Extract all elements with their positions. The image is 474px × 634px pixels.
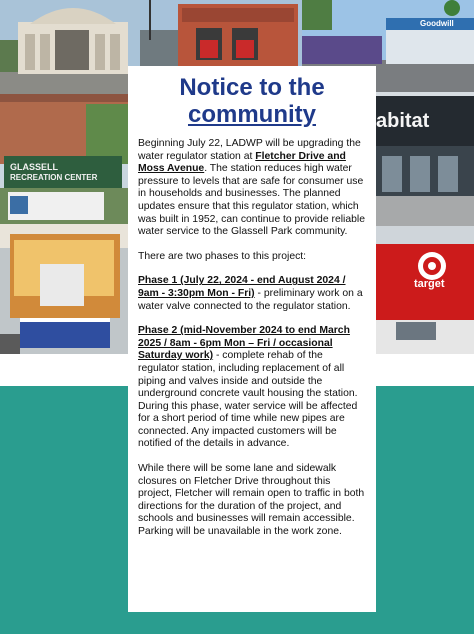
closing-paragraph: While there will be some lane and sidewalk closures on Fletcher Drive throughout this project, Fletcher will remain open to traffic in both directions for the duration of the project, and schools and businesses will remain accessible. Parking will be unavailable in the work zone.: [138, 463, 365, 538]
notice-title: [138, 74, 366, 128]
target-sign-text: target: [414, 278, 445, 290]
intro-paragraph: [138, 138, 366, 239]
photo-target-store: [376, 226, 474, 354]
goodwill-sign-text: Goodwill: [420, 19, 454, 28]
phase2-text: - complete rehab of the regulator station, including replacement of all piping and valves inside and outside the underground concrete vault housing the station. During this phase, water service will be affected for a short period of time while new pipes are connected. Any impacted customers will be notified of the details in advance.: [138, 350, 358, 450]
phases-intro: There are two phases to this project:: [138, 250, 307, 262]
title-line-1: Notice to the: [179, 74, 325, 101]
photo-historic-building: [0, 0, 140, 94]
photo-fire-station: [140, 0, 302, 66]
photo-recreation-center: [0, 94, 128, 224]
recreation-sign-line2: RECREATION CENTER: [10, 173, 98, 182]
notice-card: [128, 66, 376, 612]
intro-text-1: Beginning July 22, LADWP will be upgrading the water regulator station at: [138, 138, 361, 162]
phase1-text: - preliminary work on a water valve connected to the regulator station.: [138, 287, 363, 312]
intro-location: Fletcher Drive and Moss Avenue: [138, 150, 346, 175]
photo-food-stand: [0, 224, 128, 354]
phase2-paragraph: [138, 325, 366, 451]
intro-text-2: . The station reduces high water pressure to levels that are safe for consumer use in households and businesses. The planned updates ensure that this regulator station, which was built in 1952, can continue to provide reliable water service to the Glassell Park community.: [138, 163, 366, 238]
phase1-paragraph: [138, 275, 366, 313]
photo-habitat-store: [376, 92, 474, 226]
recreation-sign-line1: GLASSELL: [10, 162, 59, 172]
phase2-heading: Phase 2 (mid-November 2024 to end March 2025 / 8am - 6pm Mon – Fri / occasional Saturday work): [138, 325, 350, 362]
title-line-2: community: [187, 101, 316, 128]
phase1-heading: Phase 1 (July 22, 2024 - end August 2024 / 9am - 3:30pm Mon - Fri): [138, 275, 346, 299]
habitat-sign-text: abitat: [376, 110, 430, 132]
